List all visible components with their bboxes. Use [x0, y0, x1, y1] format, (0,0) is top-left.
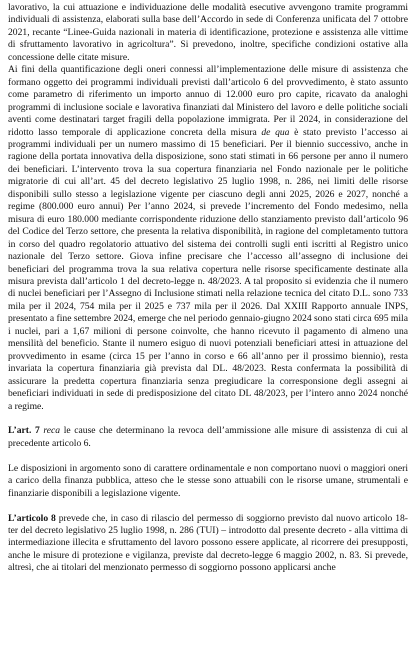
paragraph-text: le cause che determinano la revoca dell’ammissione alle misure di assistenza di cui al precedente articolo 6. — [8, 425, 409, 449]
paragraph-text: prevede che, in caso di rilascio del permesso di soggiorno previsto dal nuovo articolo 18-ter del decreto legislativo 25 luglio 1998, n. 286 (TUI) – introdotto dal presente decreto - alla vittima di intermediazione illecita e sfruttamento del lavoro possono essere applicate, al ricorrere dei presupposti, anche le misure di protezione e vigilanza, previste dal decreto-legge 6 maggio 2002, n. 83. Si prevede, altresì, che ai titolari del menzionato permesso di soggiorno possono applicarsi anche — [8, 512, 408, 574]
paragraph-spacer — [8, 500, 408, 512]
paragraph-text: Le disposizioni in argomento sono di carattere ordinamentale e non comportano nuovi o maggiori oneri a carico della finanza pubblica, atteso che le stesse sono attuabili con le risorse umane, strumentali e finanziarie disponibili a legislazione vigente. — [8, 462, 408, 499]
paragraph-article-8 — [8, 513, 408, 575]
article-reference: L’articolo 8 — [8, 512, 56, 524]
paragraph-text: è stato previsto l’accesso ai programmi individuali per un numero massimo di 15 beneficiari. Per il biennio successivo, anche in ragione della portata innovativa della disposizione, sono stati stimati in 66 persone per anno il numero dei beneficiari. L’intervento trova la sua copertura finanziaria nel Fondo nazionale per le politiche migratorie di cui all’art. 45 del decreto legislativo 25 luglio 1998, n. 286, nei limiti delle risorse disponibili sullo stesso a legislazione vigente per ciascuno degli anni 2025, 2026 e 2027, nonché a regime (800.000 euro annui) Per l’anno 2024, si prevede l’incremento del Fondo medesimo, nella misura di euro 180.000 mediante corrispondente riduzione dello stanziamento previsto dall’articolo 96 del Codice del Terzo settore, che presenta la relativa disponibilità, in ragione del completamento tuttora in corso del quadro regolatorio attuativo del sistema dei controlli sugli enti iscritti al Registro unico nazionale del Terzo settore. Giova infine precisare che l’accesso all’assegno di inclusione dei beneficiari del programma trova la sua relativa copertura nelle risorse specificamente destinate alla misura prevista dall’articolo 1 del decreto-legge n. 48/2023. A tal proposito si evidenzia che il numero di nuclei beneficiari per l’Assegno di Inclusione stimati nella relazione tecnica del citato D.L. sono 733 mila per il 2024, 754 mila per il 2025 e 737 mila per il 2026. Dal XXIII Rapporto annuale INPS, presentato a fine settembre 2024, emerge che nel periodo gennaio-giugno 2024 sono stati circa 695 mila i nuclei, pari a 1,67 milioni di persone coinvolte, che hanno ricevuto il pagamento di almeno una mensilità del beneficio. Stante il numero esiguo di nuovi potenziali beneficiari attesi in attuazione del provvedimento in esame (circa 15 per l’anno in corso e 66 all’anno per il prossimo biennio), resta invariata la copertura finanziaria già prevista dal DL. 48/2023. Resta confermata la possibilità di assicurare la predetta copertura finanziaria senza pregiudicare la corresponsione degli assegni ai beneficiari individuati in sede di predisposizione del citato DL 48/2023, per l’intero anno 2024 nonché a regime. — [8, 126, 408, 412]
italic-term: reca — [43, 425, 61, 437]
paragraph-funding-quantification — [8, 64, 408, 413]
paragraph-ordinamental-provisions — [8, 463, 408, 500]
italic-term: de qua — [261, 126, 290, 138]
paragraph-article-7 — [8, 425, 408, 450]
article-reference: L’art. 7 — [8, 425, 40, 437]
paragraph-text: lavorativo, la cui attuazione e individuazione delle modalità esecutive avvengono tramite programmi individuali di assistenza, elaborati sulla base dell’Accordo in sede di Conferenza unificata del 7 ottobre 2021, recante “Linee-Guida nazionali in materia di identificazione, protezione e assistenza alle vittime di sfruttamento lavorativo in agricoltura”. Si prevedono, inoltre, specifiche condizioni ostative alla concessione delle citate misure. — [8, 2, 408, 63]
paragraph-spacer — [8, 450, 408, 462]
paragraph-text: Ai fini della quantificazione degli oneri connessi all’implementazione delle misure di assistenza che formano oggetto dei programmi individuali previsti dall’articolo 6 del provvedimento, è stato assunto come parametro di riferimento un importo annuo di 12.000 euro pro capite, ricavato da analoghi programmi di inclusione sociale e lavorativa finanziati dal Ministero del lavoro e delle politiche sociali aventi come destinatari target fragili della popolazione immigrata. Per il 2024, in considerazione del ridotto lasso temporale di applicazione concreta della misura — [8, 64, 408, 138]
paragraph-assistance-programs — [8, 2, 408, 64]
paragraph-spacer — [8, 413, 408, 425]
